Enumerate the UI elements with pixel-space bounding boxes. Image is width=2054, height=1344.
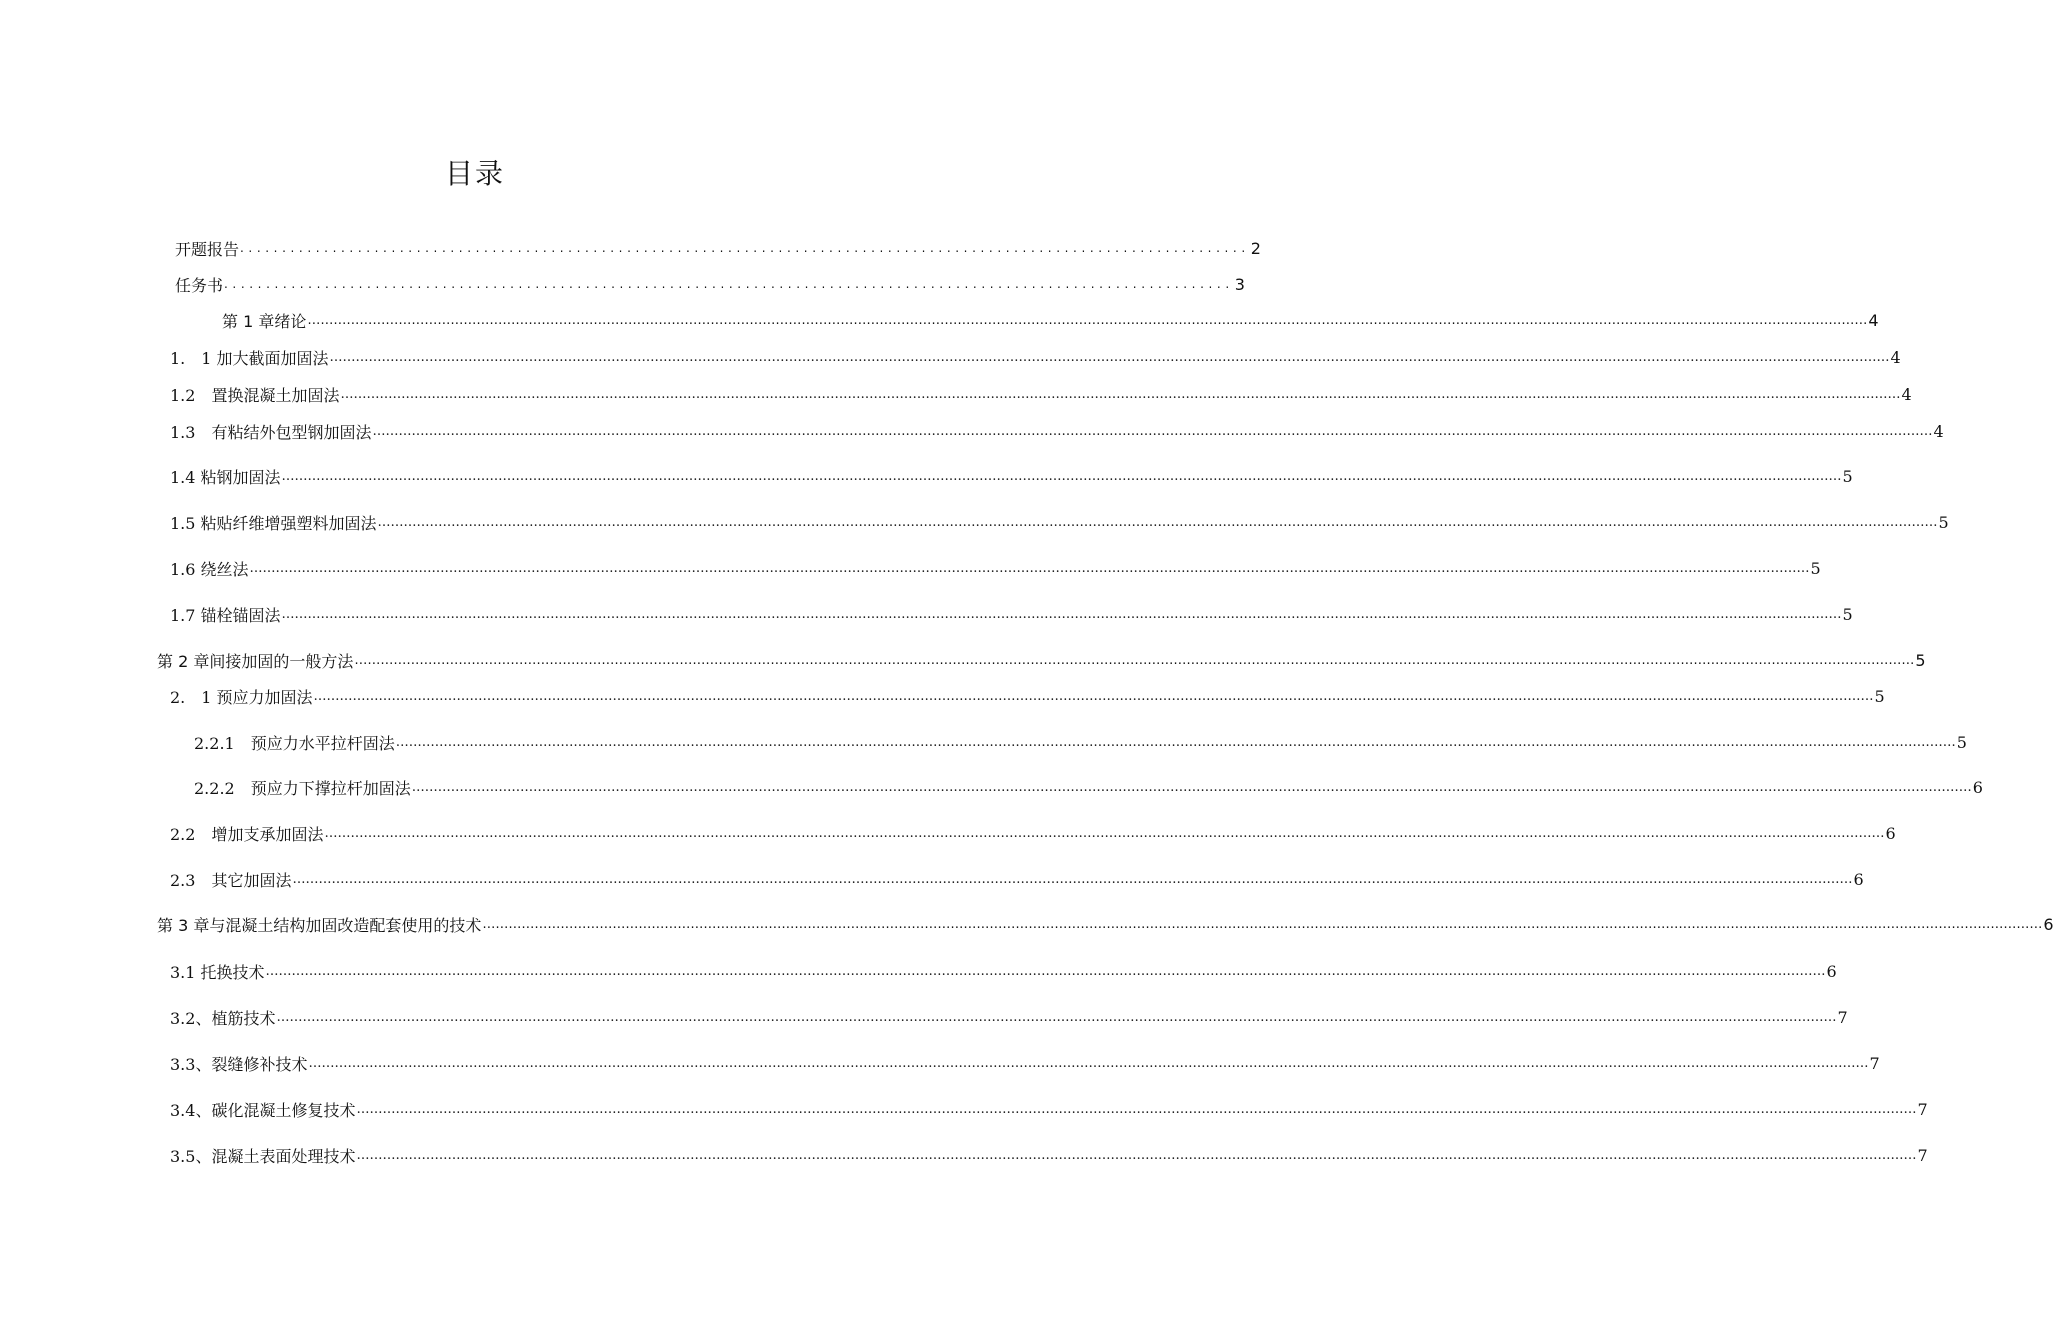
toc-entry-label: 2.2.1 预应力水平拉杆固法 bbox=[194, 733, 395, 753]
toc-entry-page-number: 7 bbox=[1869, 1053, 1880, 1073]
toc-entry-page-number: 4 bbox=[1890, 347, 1901, 367]
toc-entry-page-number: 6 bbox=[1853, 869, 1864, 889]
toc-entry[interactable] bbox=[222, 308, 1879, 332]
toc-entry-label: 第 3 章与混凝土结构加固改造配套使用的技术 bbox=[157, 915, 482, 935]
toc-entry-label: 2.2 增加支承加固法 bbox=[170, 824, 324, 844]
toc-entry-label: 1.3 有粘结外包型钢加固法 bbox=[170, 422, 372, 442]
toc-leader-dots: ……………………………………………………………………………………………………………………………………………………………………………………………………………………………………………………………………………………………………………………………… bbox=[276, 1009, 1837, 1025]
toc-entry-page-number: 5 bbox=[1842, 466, 1853, 486]
toc-leader-dots: ……………………………………………………………………………………………………………………………………………………………………………………………………………………………………………………………………………………………………………………………… bbox=[411, 779, 1972, 795]
toc-entry[interactable] bbox=[170, 1143, 1928, 1167]
toc-entry-label: 1. 1 加大截面加固法 bbox=[170, 348, 329, 368]
toc-leader-dots: ……………………………………………………………………………………………………………………………………………………………………………………………………………………………………………………………………………………………………………………………… bbox=[340, 386, 1901, 402]
toc-entry[interactable] bbox=[175, 236, 1261, 260]
toc-leader-dots: ……………………………………………………………………………………………………………………………………………………………………………………………………………………………………………………………………………………………………………………………… bbox=[308, 1055, 1869, 1071]
toc-entry-label: 1.5 粘贴纤维增强塑料加固法 bbox=[170, 513, 377, 533]
toc-leader-dots: ……………………………………………………………………………………………………………………………………………………………………………………………………………………………………………………………………………………………………………………………… bbox=[307, 312, 1868, 328]
toc-entry-page-number: 4 bbox=[1933, 421, 1944, 441]
toc-leader-dots: ……………………………………………………………………………………………………………………………………………………………………………………………………………………………………………………………………………………………………………………………… bbox=[372, 423, 1933, 439]
toc-leader-dots: ……………………………………………………………………………………………………………………………………………………………………………………………………………………………………………………………………………………………………………………………… bbox=[313, 688, 1874, 704]
toc-leader-dots: ……………………………………………………………………………………………………………………………………………………………………………………………………………………………………………………………………………………………………………………………… bbox=[356, 1147, 1917, 1163]
toc-entry[interactable] bbox=[194, 775, 1983, 799]
toc-entry[interactable] bbox=[170, 959, 1837, 983]
toc-leader-dots: ……………………………………………………………………………………………………………………………………………………………………………………………………………………………………………………………………………………………………………………………… bbox=[265, 963, 1826, 979]
toc-entry-label: 3.2、植筋技术 bbox=[170, 1008, 276, 1028]
toc-entry[interactable] bbox=[170, 510, 1949, 534]
toc-entry-label: 1.7 锚栓锚固法 bbox=[170, 605, 281, 625]
toc-entry[interactable] bbox=[170, 345, 1901, 369]
toc-entry[interactable] bbox=[170, 1097, 1928, 1121]
toc-leader-dots: ……………………………………………………………………………………………………………………………………………………………………………………………………………………………………………………………………………………………………………………………… bbox=[482, 916, 2043, 932]
toc-entry[interactable] bbox=[170, 464, 1853, 488]
toc-leader-dots: ……………………………………………………………………………………………………………………………………………………………………………………………………………………………………………………………………………………………………………………………… bbox=[281, 468, 1842, 484]
toc-leader-dots: ……………………………………………………………………………………………………………………………………………………………………………………………………………………………………………………………………………………………………………………………… bbox=[354, 652, 1915, 668]
page-title: 目录 bbox=[444, 157, 505, 190]
toc-entry-page-number: 5 bbox=[1956, 732, 1967, 752]
toc-entry-page-number: 5 bbox=[1842, 604, 1853, 624]
toc-entry-page-number: 5 bbox=[1874, 686, 1885, 706]
toc-leader-dots: ……………………………………………………………………………………………………………………………………………………………………………………………………………………………………………………………………………………………………………………………… bbox=[281, 606, 1842, 622]
toc-entry-label: 3.5、混凝土表面处理技术 bbox=[170, 1146, 356, 1166]
toc-leader-dots: ……………………………………………………………………………………………………………………………………………………………………………………………………………………………………………………………………………………………………………………………… bbox=[377, 514, 1938, 530]
toc-entry[interactable] bbox=[157, 648, 1926, 672]
toc-leader-dots: ........................................................................................................................ bbox=[224, 277, 1234, 291]
toc-leader-dots: ……………………………………………………………………………………………………………………………………………………………………………………………………………………………………………………………………………………………………………………………… bbox=[356, 1101, 1917, 1117]
toc-entry-page-number: 2 bbox=[1250, 238, 1261, 258]
toc-entry-page-number: 4 bbox=[1868, 310, 1879, 330]
toc-entry[interactable] bbox=[194, 730, 1967, 754]
toc-entry-page-number: 5 bbox=[1810, 558, 1821, 578]
toc-entry-page-number: 5 bbox=[1938, 512, 1949, 532]
toc-entry[interactable] bbox=[170, 867, 1864, 891]
toc-entry-label: 1.2 置换混凝土加固法 bbox=[170, 385, 340, 405]
toc-entry-page-number: 6 bbox=[2043, 914, 2054, 934]
toc-entry-page-number: 6 bbox=[1826, 961, 1837, 981]
toc-entry-page-number: 7 bbox=[1917, 1145, 1928, 1165]
toc-entry-label: 2.3 其它加固法 bbox=[170, 870, 292, 890]
toc-entry[interactable] bbox=[170, 602, 1853, 626]
toc-entry-label: 1.4 粘钢加固法 bbox=[170, 467, 281, 487]
toc-entry-label: 2.2.2 预应力下撑拉杆加固法 bbox=[194, 778, 411, 798]
toc-entry[interactable] bbox=[157, 912, 2054, 936]
toc-entry-page-number: 4 bbox=[1901, 384, 1912, 404]
toc-entry-page-number: 6 bbox=[1885, 823, 1896, 843]
toc-entry-page-number: 7 bbox=[1917, 1099, 1928, 1119]
toc-entry[interactable] bbox=[170, 556, 1821, 580]
toc-entry[interactable] bbox=[170, 684, 1885, 708]
toc-leader-dots: ……………………………………………………………………………………………………………………………………………………………………………………………………………………………………………………………………………………………………………………………… bbox=[292, 871, 1853, 887]
toc-entry[interactable] bbox=[170, 382, 1912, 406]
toc-entry-label: 开题报告 bbox=[175, 239, 240, 259]
toc-entry-label: 第 1 章绪论 bbox=[222, 311, 307, 331]
toc-leader-dots: ……………………………………………………………………………………………………………………………………………………………………………………………………………………………………………………………………………………………………………………………… bbox=[249, 560, 1810, 576]
toc-entry-page-number: 3 bbox=[1234, 274, 1245, 294]
toc-entry[interactable] bbox=[170, 1005, 1848, 1029]
toc-entry-label: 3.4、碳化混凝土修复技术 bbox=[170, 1100, 356, 1120]
toc-entry-label: 3.1 托换技术 bbox=[170, 962, 265, 982]
toc-entry-label: 1.6 绕丝法 bbox=[170, 559, 249, 579]
toc-entry-page-number: 5 bbox=[1915, 650, 1926, 670]
toc-entry-label: 第 2 章间接加固的一般方法 bbox=[157, 651, 354, 671]
toc-leader-dots: ……………………………………………………………………………………………………………………………………………………………………………………………………………………………………………………………………………………………………………………………… bbox=[329, 349, 1890, 365]
toc-leader-dots: ……………………………………………………………………………………………………………………………………………………………………………………………………………………………………………………………………………………………………………………………… bbox=[395, 734, 1956, 750]
toc-leader-dots: ........................................................................................................................ bbox=[240, 241, 1250, 255]
toc-entry-label: 任务书 bbox=[175, 275, 224, 295]
toc-entry[interactable] bbox=[175, 272, 1245, 296]
toc-entry[interactable] bbox=[170, 1051, 1880, 1075]
toc-entry-label: 2. 1 预应力加固法 bbox=[170, 687, 313, 707]
toc-entry-label: 3.3、裂缝修补技术 bbox=[170, 1054, 308, 1074]
toc-entry-page-number: 6 bbox=[1972, 777, 1983, 797]
toc-entry[interactable] bbox=[170, 821, 1896, 845]
toc-leader-dots: ……………………………………………………………………………………………………………………………………………………………………………………………………………………………………………………………………………………………………………………………… bbox=[324, 825, 1885, 841]
toc-entry-page-number: 7 bbox=[1837, 1007, 1848, 1027]
toc-entry[interactable] bbox=[170, 419, 1944, 443]
